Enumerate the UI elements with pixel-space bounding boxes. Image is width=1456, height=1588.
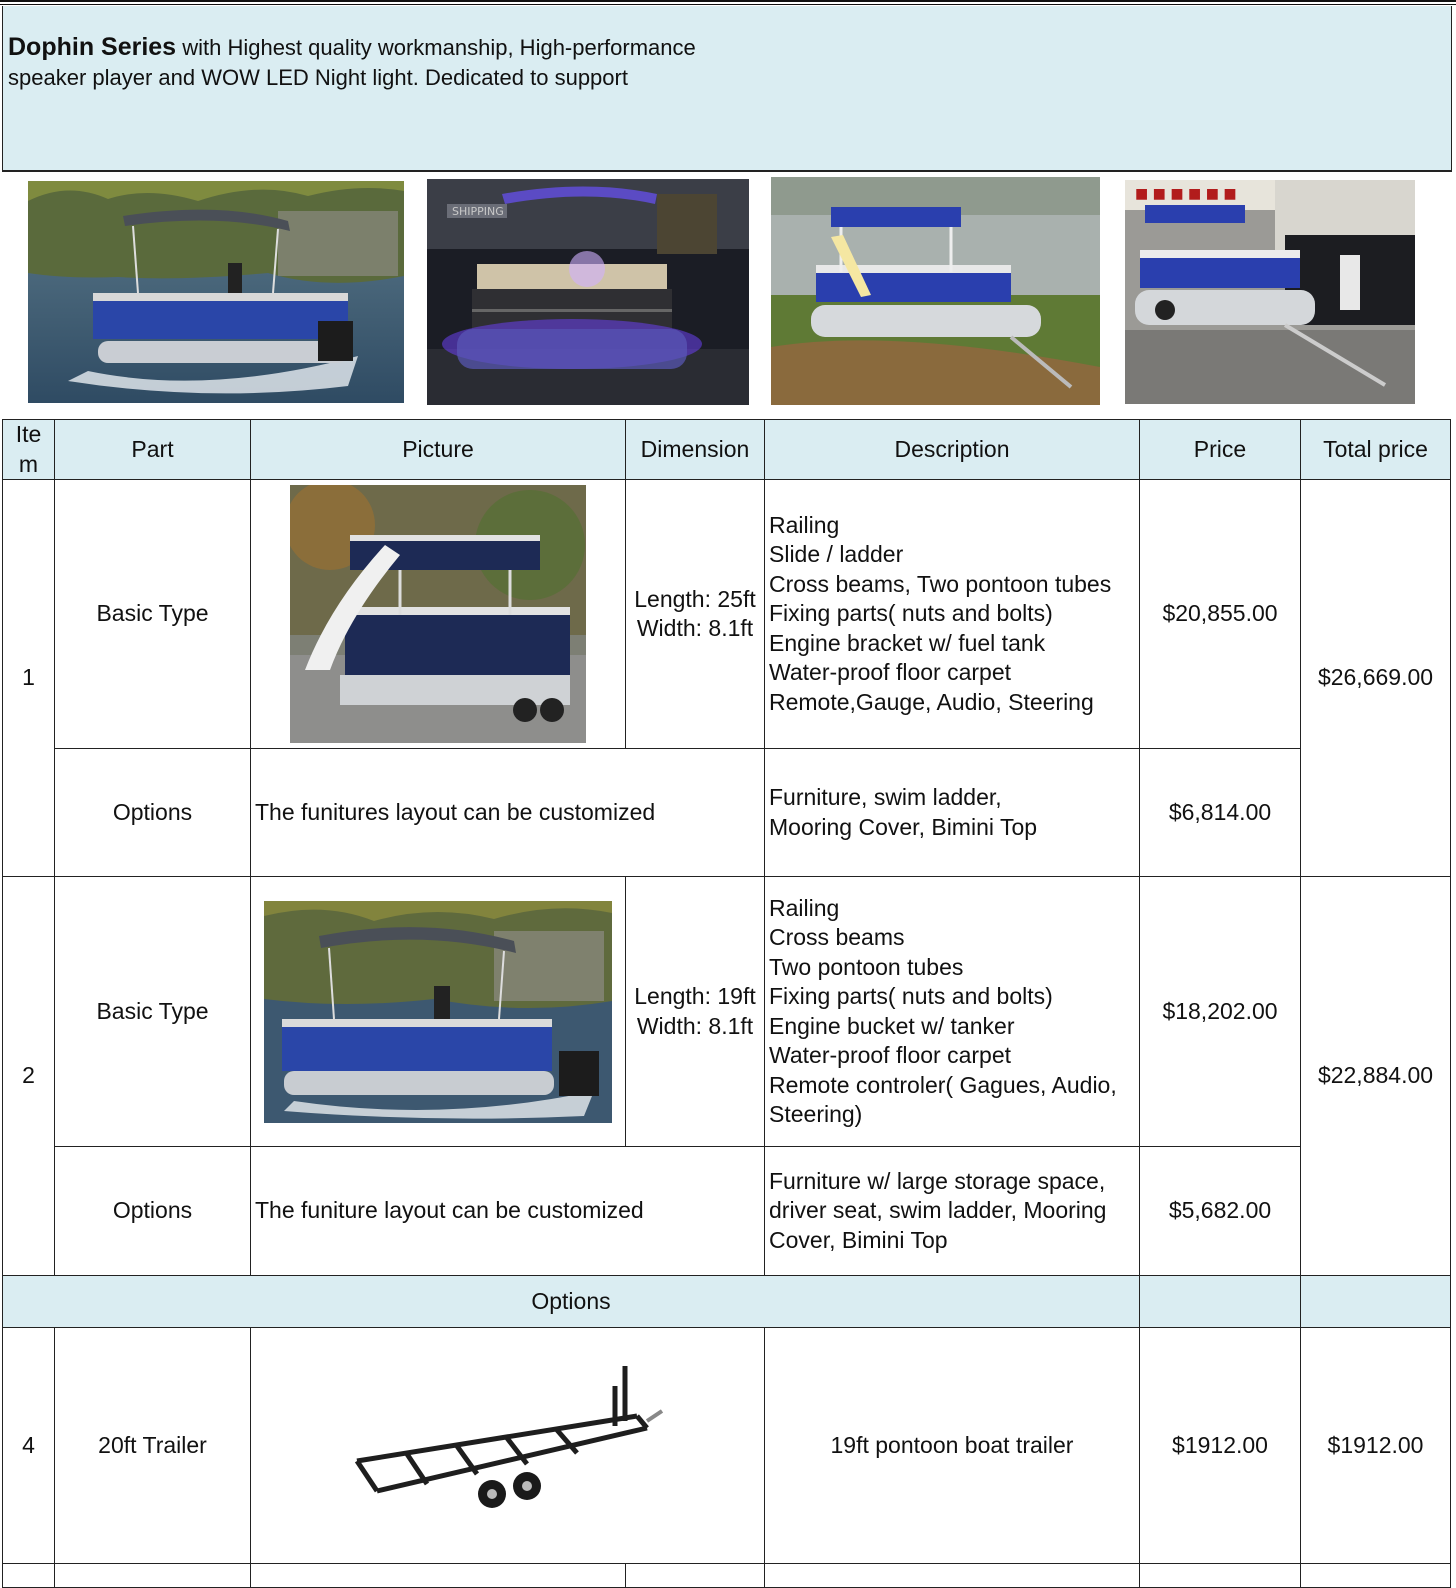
series-name: Dophin Series — [8, 33, 177, 61]
price-cell: $20,855.00 — [1140, 480, 1301, 749]
top-border — [0, 0, 1456, 2]
description-line: Engine bucket w/ tanker — [769, 1012, 1015, 1039]
empty-cell — [1140, 1276, 1301, 1328]
price-cell: $18,202.00 — [1140, 877, 1301, 1147]
dimension-width: Width: 8.1ft — [636, 615, 754, 641]
description-line: Water-proof floor carpet — [769, 1042, 1012, 1068]
part-name: Basic Type — [55, 480, 251, 749]
col-picture: Picture — [251, 420, 626, 480]
col-description: Description — [765, 420, 1140, 480]
description-line: Remote controler( Gagues, Audio, — [769, 1071, 1117, 1098]
item-number: 4 — [3, 1328, 55, 1564]
table-row — [3, 480, 1451, 749]
part-name: Basic Type — [55, 877, 251, 1147]
table-row — [3, 749, 1451, 877]
options-section-row — [3, 1276, 1451, 1328]
part-name: Options — [55, 749, 251, 877]
description-line: Cover, Bimini Top — [769, 1226, 948, 1253]
dimension-length: Length: 25ft — [634, 585, 756, 612]
description-line: driver seat, swim ladder, Mooring — [769, 1197, 1107, 1224]
description-cell — [765, 480, 1140, 749]
description-cell — [765, 877, 1140, 1147]
item-number: 1 — [3, 480, 55, 877]
description-cell — [765, 1147, 1140, 1276]
empty-cell — [1301, 1276, 1451, 1328]
dimension-length: Length: 19ft — [634, 983, 756, 1009]
description-line: Railing — [769, 511, 840, 538]
total-price-cell: $26,669.00 — [1301, 480, 1451, 877]
part-name: 20ft Trailer — [55, 1328, 251, 1564]
header-band — [2, 6, 1452, 172]
svg-text:■ ■ ■ ■ ■ ■: ■ ■ ■ ■ ■ ■ — [1135, 186, 1237, 202]
total-price-cell: $22,884.00 — [1301, 877, 1451, 1276]
col-part: Part — [55, 420, 251, 480]
tagline-2: speaker player and WOW LED Night light. Dedicated to support — [8, 65, 628, 90]
photo-strip — [0, 172, 1456, 420]
description-line: Furniture w/ large storage space, — [769, 1167, 1106, 1194]
boat-photo-lake — [28, 181, 404, 403]
description-line: Fixing parts( nuts and bolts) — [769, 983, 1053, 1009]
col-dimension: Dimension — [626, 420, 765, 480]
picture-cell — [251, 877, 626, 1147]
description-line: Cross beams — [769, 924, 905, 950]
price-table — [2, 419, 1451, 1588]
col-item: Ite m — [3, 420, 55, 480]
table-row — [3, 877, 1451, 1147]
boat-photo-night-led — [427, 179, 749, 405]
price-cell: $6,814.00 — [1140, 749, 1301, 877]
description-line: Slide / ladder — [769, 541, 904, 568]
description-line: Railing — [769, 894, 840, 921]
item-number: 2 — [3, 877, 55, 1276]
description-line: Mooring Cover, Bimini Top — [769, 813, 1038, 840]
description-cell — [765, 749, 1140, 877]
dimension-cell — [626, 877, 765, 1147]
description-line: Fixing parts( nuts and bolts) — [769, 600, 1053, 627]
options-note: The funiture layout can be customized — [251, 1147, 765, 1276]
boat-photo-riverbank — [771, 177, 1100, 405]
top-border-inner — [0, 4, 1456, 5]
header-text — [8, 32, 768, 93]
description-line: Engine bracket w/ fuel tank — [769, 629, 1046, 656]
total-price-cell: $1912.00 — [1301, 1328, 1451, 1564]
options-note: The funitures layout can be customized — [251, 749, 765, 877]
table-row — [3, 1328, 1451, 1564]
boat-picture-25ft — [290, 485, 586, 743]
boat-photo-trailer-yard — [1125, 180, 1415, 404]
price-cell: $5,682.00 — [1140, 1147, 1301, 1276]
description-line: Two pontoon tubes — [769, 953, 964, 980]
trailer-picture — [347, 1366, 667, 1526]
description-line: Cross beams, Two pontoon tubes — [769, 570, 1112, 597]
description-cell: 19ft pontoon boat trailer — [765, 1328, 1140, 1564]
price-cell: $1912.00 — [1140, 1328, 1301, 1564]
picture-cell — [251, 1328, 765, 1564]
dimension-cell — [626, 480, 765, 749]
shipping-sign: SHIPPING — [452, 205, 504, 218]
tagline-1: with Highest quality workmanship, High-performance — [176, 35, 696, 60]
options-section-label: Options — [3, 1276, 1140, 1328]
dimension-width: Width: 8.1ft — [636, 1012, 754, 1039]
table-row-cutoff — [3, 1564, 1451, 1588]
col-price: Price — [1140, 420, 1301, 480]
description-line: Remote,Gauge, Audio, Steering — [769, 688, 1094, 715]
part-name: Options — [55, 1147, 251, 1276]
boat-picture-19ft — [264, 901, 612, 1123]
description-line: Steering) — [769, 1101, 863, 1127]
picture-cell — [251, 480, 626, 749]
table-row — [3, 1147, 1451, 1276]
description-line: Water-proof floor carpet — [769, 659, 1012, 686]
header-row — [3, 420, 1451, 480]
col-total-price: Total price — [1301, 420, 1451, 480]
description-line: Furniture, swim ladder, — [769, 784, 1002, 810]
